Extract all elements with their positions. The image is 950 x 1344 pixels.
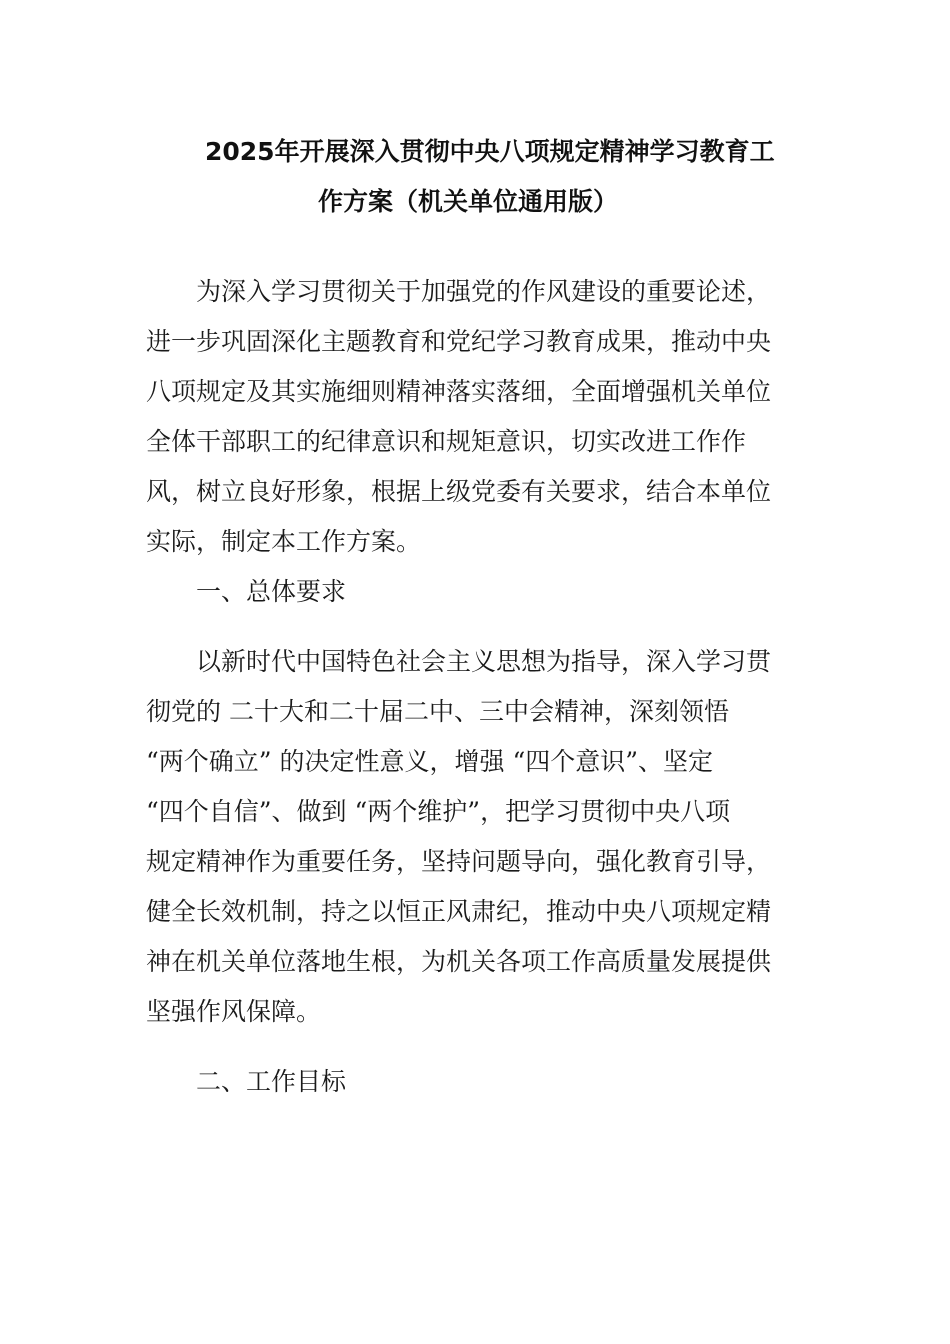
paragraph-line: “两个确立” 的决定性意义，增强 “四个意识”、坚定: [146, 747, 714, 776]
document-title-line-2: 作方案（机关单位通用版）: [318, 187, 619, 216]
document-title-line-1: 2025年开展深入贯彻中央八项规定精神学习教育工: [205, 137, 775, 166]
section-heading-2: 二、工作目标: [196, 1067, 347, 1096]
paragraph-line: 神在机关单位落地生根，为机关各项工作高质量发展提供: [146, 947, 772, 976]
paragraph-line: 进一步巩固深化主题教育和党纪学习教育成果，推动中央: [146, 327, 772, 356]
paragraph-line: 规定精神作为重要任务，坚持问题导向，强化教育引导，: [146, 847, 772, 876]
paragraph-line: 全体干部职工的纪律意识和规矩意识，切实改进工作作: [146, 427, 747, 456]
paragraph-line: 八项规定及其实施细则精神落实落细，全面增强机关单位: [146, 377, 772, 406]
paragraph-line: 为深入学习贯彻关于加强党的作风建设的重要论述，: [196, 277, 772, 306]
paragraph-line: 健全长效机制，持之以恒正风肃纪，推动中央八项规定精: [146, 897, 772, 926]
section-heading-1: 一、总体要求: [196, 577, 347, 606]
paragraph-line: 风，树立良好形象，根据上级党委有关要求，结合本单位: [146, 477, 772, 506]
paragraph-line: 坚强作风保障。: [146, 997, 322, 1026]
paragraph-line: 实际，制定本工作方案。: [146, 527, 422, 556]
paragraph-line: 彻党的 二十大和二十届二中、三中会精神，深刻领悟: [146, 697, 729, 726]
paragraph-line: 以新时代中国特色社会主义思想为指导，深入学习贯: [196, 647, 772, 676]
paragraph-line: “四个自信”、做到 “两个维护”，把学习贯彻中央八项: [146, 797, 731, 826]
